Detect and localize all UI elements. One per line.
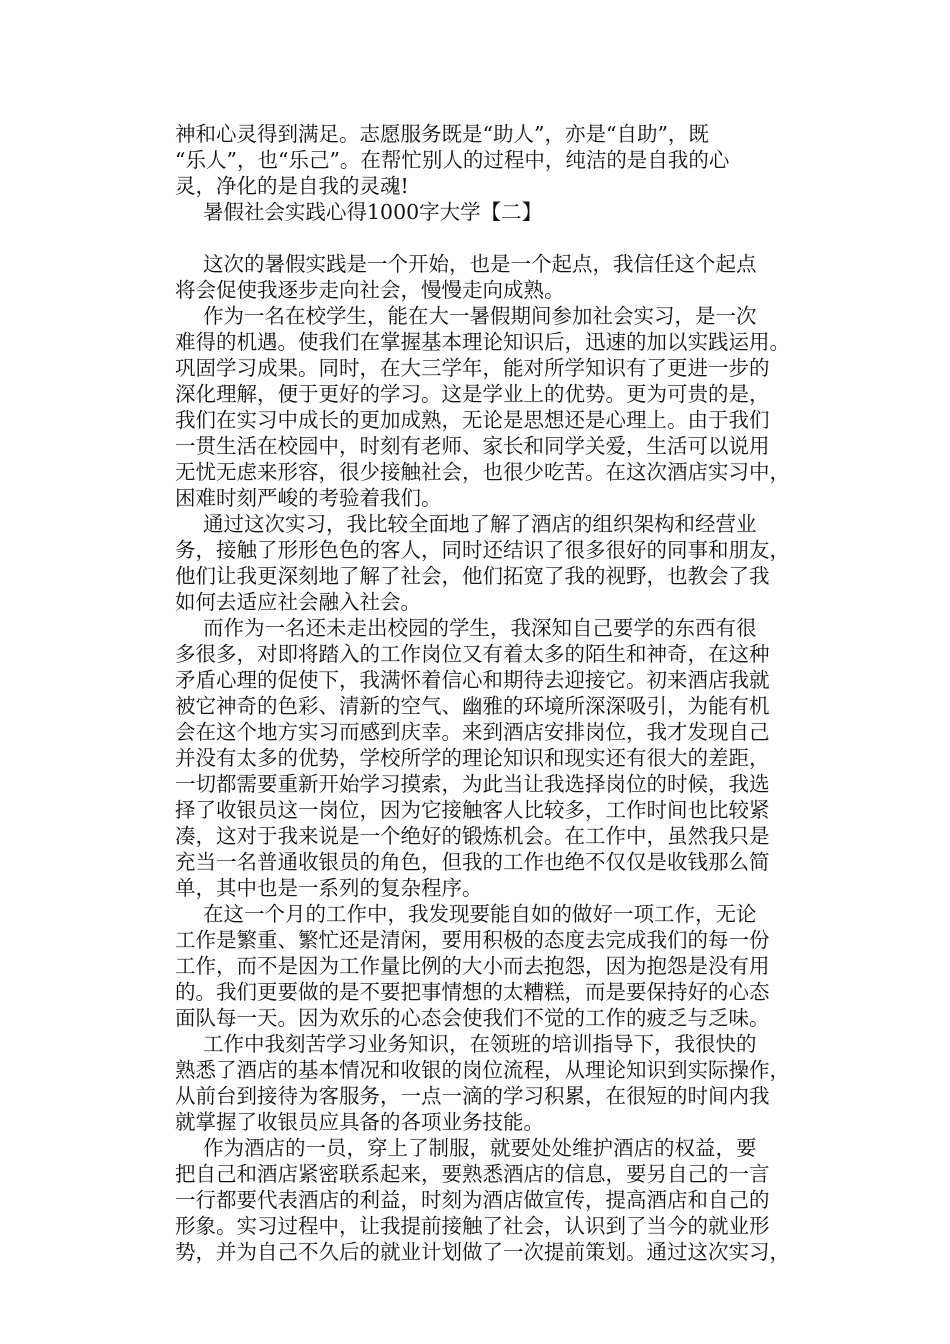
text-line: 把自己和酒店紧密联系起来，要熟悉酒店的信息，要另自己的一言 (175, 1162, 770, 1186)
text-line: 就掌握了收银员应具备的各项业务技能。 (175, 1110, 544, 1134)
text-line: 面队每一天。因为欢乐的心态会使我们不觉的工作的疲乏与乏味。 (175, 1006, 770, 1030)
text-line: 的。我们更要做的是不要把事情想的太糟糕，而是要保持好的心态 (175, 980, 770, 1004)
section-heading: 暑假社会实践心得1000字大学【二】 (203, 200, 543, 224)
paragraph-start: 作为一名在校学生，能在大一暑假期间参加社会实习，是一次 (203, 304, 757, 328)
paragraph-start: 通过这次实习，我比较全面地了解了酒店的组织架构和经营业 (203, 512, 757, 536)
text-line: 熟悉了酒店的基本情况和收银的岗位流程，从理论知识到实际操作， (175, 1058, 790, 1082)
paragraph-start: 工作中我刻苦学习业务知识，在领班的培训指导下，我很快的 (203, 1032, 757, 1056)
text-line: 无忧无虑来形容，很少接触社会，也很少吃苦。在这次酒店实习中， (175, 460, 790, 484)
text-line: 形象。实习过程中，让我提前接触了社会，认识到了当今的就业形 (175, 1214, 770, 1238)
text-line: 巩固学习成果。同时，在大三学年，能对所学知识有了更进一步的 (175, 356, 770, 380)
paragraph-start: 作为酒店的一员，穿上了制服，就要处处维护酒店的权益，要 (203, 1136, 757, 1160)
text-line: 一切都需要重新开始学习摸索，为此当让我选择岗位的时候，我选 (175, 772, 770, 796)
text-line: 他们让我更深刻地了解了社会，他们拓宽了我的视野，也教会了我 (175, 564, 770, 588)
text-line: 工作是繁重、繁忙还是清闲，要用积极的态度去完成我们的每一份 (175, 928, 770, 952)
text-line: 单，其中也是一系列的复杂程序。 (175, 876, 483, 900)
text-line: 从前台到接待为客服务，一点一滴的学习积累，在很短的时间内我 (175, 1084, 770, 1108)
text-line: 多很多，对即将踏入的工作岗位又有着太多的陌生和神奇，在这种 (175, 642, 770, 666)
text-line: 灵，净化的是自我的灵魂! (175, 174, 409, 198)
paragraph-start: 在这一个月的工作中，我发现要能自如的做好一项工作，无论 (203, 902, 757, 926)
text-line: 充当一名普通收银员的角色，但我的工作也绝不仅仅是收钱那么简 (175, 850, 770, 874)
text-line: 一行都要代表酒店的利益，时刻为酒店做宣传，提高酒店和自己的 (175, 1188, 770, 1212)
text-line: 势，并为自己不久后的就业计划做了一次提前策划。通过这次实习， (175, 1240, 790, 1264)
text-line: 矛盾心理的促使下，我满怀着信心和期待去迎接它。初来酒店我就 (175, 668, 770, 692)
text-line: 如何去适应社会融入社会。 (175, 590, 421, 614)
text-line: 一贯生活在校园中，时刻有老师、家长和同学关爱，生活可以说用 (175, 434, 770, 458)
text-line: 困难时刻严峻的考验着我们。 (175, 486, 442, 510)
paragraph-start: 而作为一名还未走出校园的学生，我深知自己要学的东西有很 (203, 616, 757, 640)
blank-line (175, 225, 815, 251)
text-line: 难得的机遇。使我们在掌握基本理论知识后，迅速的加以实践运用。 (175, 330, 790, 354)
text-line: 深化理解，便于更好的学习。这是学业上的优势。更为可贵的是， (175, 382, 770, 406)
text-line: 被它神奇的色彩、清新的空气、幽雅的环境所深深吸引，为能有机 (175, 694, 770, 718)
text-line: “乐人”，也“乐己”。在帮忙别人的过程中，纯洁的是自我的心 (175, 148, 730, 172)
text-line: 工作，而不是因为工作量比例的大小而去抱怨，因为抱怨是没有用 (175, 954, 770, 978)
document-body (175, 121, 815, 1265)
text-line: 务，接触了形形色色的客人，同时还结识了很多很好的同事和朋友， (175, 538, 790, 562)
text-line: 我们在实习中成长的更加成熟，无论是思想还是心理上。由于我们 (175, 408, 770, 432)
text-line: 并没有太多的优势，学校所学的理论知识和现实还有很大的差距， (175, 746, 770, 770)
paragraph-start: 这次的暑假实践是一个开始，也是一个起点，我信任这个起点 (203, 252, 757, 276)
text-line: 择了收银员这一岗位，因为它接触客人比较多，工作时间也比较紧 (175, 798, 770, 822)
text-line: 神和心灵得到满足。志愿服务既是“助人”，亦是“自助”，既 (175, 122, 709, 146)
text-line: 将会促使我逐步走向社会，慢慢走向成熟。 (175, 278, 565, 302)
text-line: 会在这个地方实习而感到庆幸。来到酒店安排岗位，我才发现自己 (175, 720, 770, 744)
text-line: 凑，这对于我来说是一个绝好的锻炼机会。在工作中，虽然我只是 (175, 824, 770, 848)
